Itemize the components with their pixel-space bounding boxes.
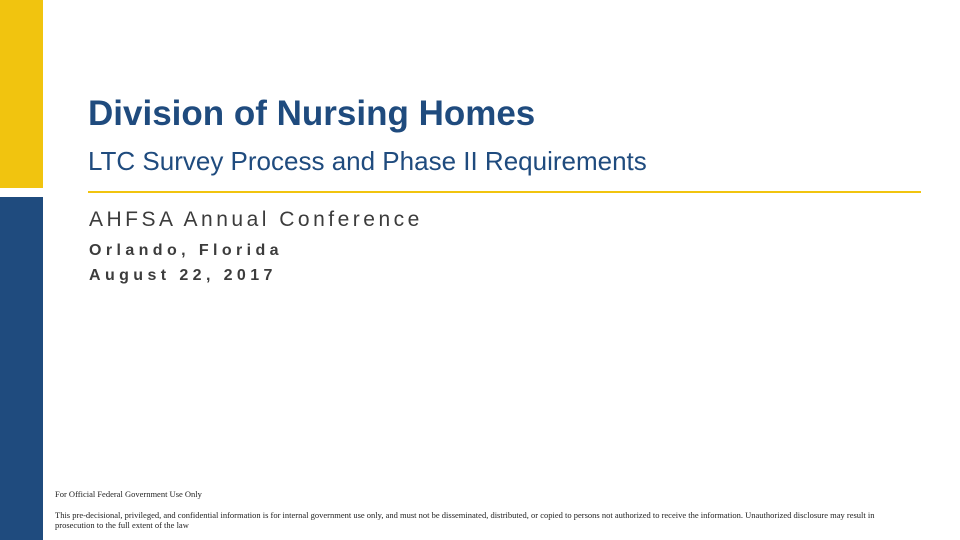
accent-bar-blue (0, 197, 43, 540)
event-name: AHFSA Annual Conference (89, 208, 423, 231)
event-location: Orlando, Florida (89, 242, 283, 259)
event-date: August 22, 2017 (89, 267, 277, 284)
disclaimer-text: This pre-decisional, privileged, and confidential information is for internal government use only, and must not be disseminated, distributed, or copied to persons not authorized to receive the information. Unauthorized disclosure may result in prosecution to the full extent of the law (55, 510, 875, 530)
slide-subtitle: LTC Survey Process and Phase II Requirements (88, 146, 647, 176)
accent-bar-gold (0, 0, 43, 188)
classification-notice: For Official Federal Government Use Only (55, 489, 202, 499)
slide-title: Division of Nursing Homes (88, 94, 536, 133)
divider-rule (88, 191, 921, 193)
